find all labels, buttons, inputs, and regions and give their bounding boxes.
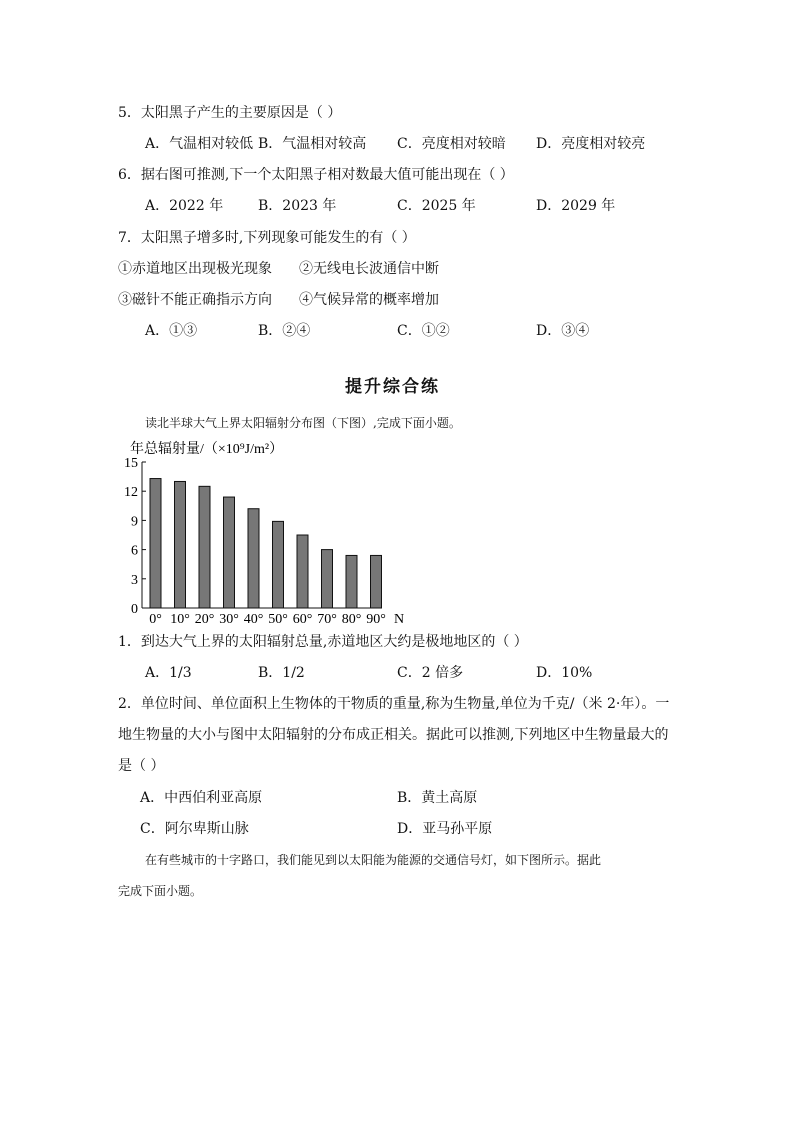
q2-option-a: A．中西伯利亚高原 (140, 790, 263, 806)
q5-option-b: B．气温相对较高 (258, 136, 367, 152)
x-tick-label: 70° (317, 612, 337, 627)
q7-item-2: ②无线电长波通信中断 (299, 261, 439, 277)
question-6-stem: 6．据右图可推测,下一个太阳黑子相对数最大值可能出现在（ ） (118, 167, 514, 183)
y-tick-label: 6 (131, 543, 138, 559)
q7-option-b: B．②④ (258, 323, 311, 339)
bar-9 (371, 555, 382, 608)
question-2-stem-line-3: 是（ ） (118, 758, 165, 774)
x-tick-label: 20° (194, 612, 215, 627)
y-tick-label: 15 (124, 456, 138, 471)
x-axis-label: N (394, 612, 405, 627)
q5-option-d: D．亮度相对较亮 (536, 136, 646, 152)
x-tick-label: 90° (366, 612, 386, 627)
bar-0 (150, 479, 161, 608)
q7-option-d: D．③④ (536, 323, 590, 339)
q6-option-b: B．2023 年 (258, 198, 337, 214)
question-2-stem-line-1: 2．单位时间、单位面积上生物体的干物质的重量,称为生物量,单位为千克/（米 2·年）。一 (118, 696, 670, 712)
x-tick-label: 0° (149, 612, 162, 627)
x-tick-label: 40° (243, 612, 264, 627)
q6-option-c: C．2025 年 (397, 198, 476, 214)
y-tick-label: 12 (124, 485, 138, 501)
x-tick-label: 30° (219, 612, 239, 627)
intro-text-2-line-1: 在有些城市的十字路口，我们能见到以太阳能为能源的交通信号灯，如下图所示。据此 (145, 853, 602, 867)
y-axis-label: 年总辐射量/（×10⁹J/m²） (130, 442, 284, 457)
bar-4 (248, 509, 259, 608)
q1-option-b: B．1/2 (258, 665, 305, 681)
x-tick-label: 60° (292, 612, 313, 627)
q7-item-1: ①赤道地区出现极光现象 (118, 261, 272, 277)
q5-option-a: A．气温相对较低 (145, 136, 254, 152)
q7-option-a: A．①③ (145, 323, 198, 339)
q7-item-3: ③磁针不能正确指示方向 (118, 292, 272, 308)
q6-option-a: A．2022 年 (145, 198, 224, 214)
question-1-stem: 1．到达大气上界的太阳辐射总量,赤道地区大约是极地地区的（ ） (118, 634, 528, 650)
bar-8 (346, 555, 357, 608)
q2-option-d: D．亚马孙平原 (397, 821, 493, 837)
q1-option-d: D．10% (536, 665, 593, 681)
q6-option-d: D．2029 年 (536, 198, 616, 214)
y-tick-label: 3 (131, 572, 138, 588)
q2-option-c: C．阿尔卑斯山脉 (140, 821, 249, 837)
section-title: 提升综合练 (345, 377, 440, 397)
q7-option-c: C．①② (397, 323, 450, 339)
x-tick-label: 50° (268, 612, 288, 627)
radiation-bar-chart (110, 436, 430, 632)
x-tick-label: 10° (170, 612, 190, 627)
q7-item-4: ④气候异常的概率增加 (299, 292, 439, 308)
question-2-stem-line-2: 地生物量的大小与图中太阳辐射的分布成正相关。据此可以推测,下列地区中生物量最大的 (118, 727, 669, 743)
q5-option-c: C．亮度相对较暗 (397, 136, 506, 152)
q1-option-c: C．2 倍多 (397, 665, 464, 681)
intro-text-1: 读北半球大气上界太阳辐射分布图（下图）,完成下面小题。 (145, 416, 461, 430)
q2-option-b: B．黄土高原 (397, 790, 478, 806)
bar-1 (175, 481, 186, 608)
bar-2 (199, 486, 210, 608)
bar-6 (297, 535, 308, 608)
y-tick-label: 9 (131, 514, 138, 530)
question-7-stem: 7．太阳黑子增多时,下列现象可能发生的有（ ） (118, 230, 416, 246)
intro-text-2-line-2: 完成下面小题。 (118, 884, 203, 898)
y-tick-label: 0 (131, 602, 138, 617)
question-5-stem: 5．太阳黑子产生的主要原因是（ ） (118, 105, 342, 121)
bar-7 (322, 550, 333, 608)
bar-3 (224, 497, 235, 608)
x-tick-label: 80° (341, 612, 362, 627)
bar-5 (273, 521, 284, 608)
q1-option-a: A．1/3 (145, 665, 192, 681)
